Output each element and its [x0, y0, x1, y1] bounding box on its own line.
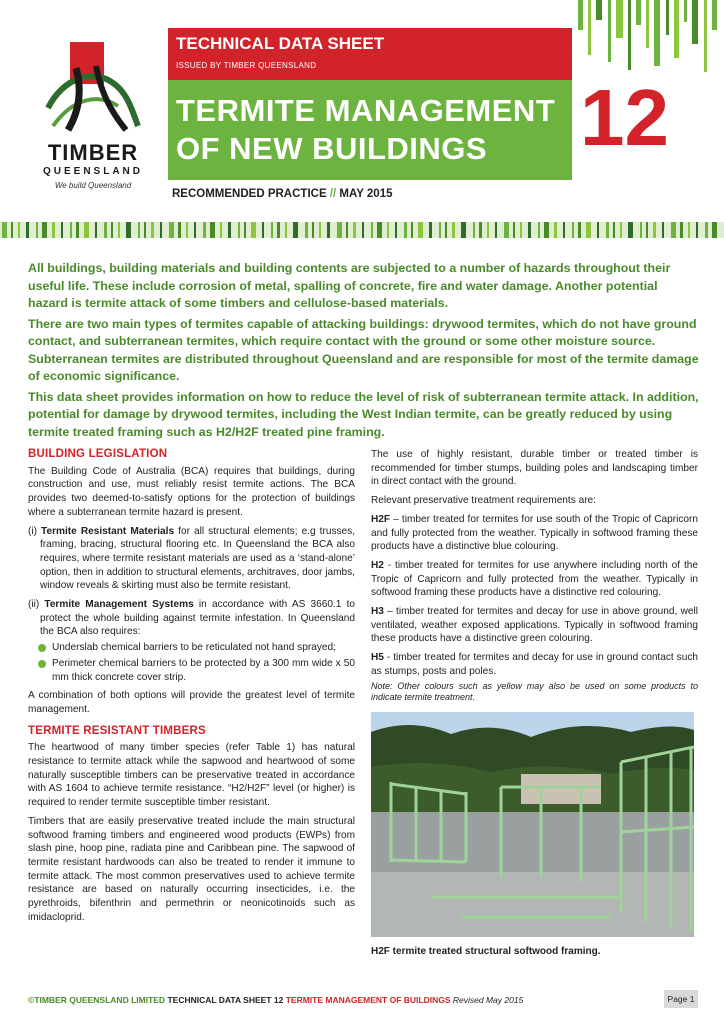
- stripe-bar: [319, 222, 321, 238]
- stripe-bar: [628, 222, 633, 238]
- stripe-bar: [479, 222, 482, 238]
- stripe-bar: [495, 222, 497, 238]
- stripe-bar: [411, 222, 413, 238]
- stripe-bar: [606, 222, 609, 238]
- stripe-bar: [238, 222, 240, 238]
- decorative-bars: [572, 0, 724, 80]
- stripe-bar: [452, 222, 455, 238]
- stripe-bar: [194, 222, 196, 238]
- practice-label: RECOMMENDED PRACTICE: [172, 188, 327, 200]
- option-title: Termite Resistant Materials: [41, 525, 175, 537]
- treatment-code: H3: [371, 606, 384, 618]
- stripe-bar: [61, 222, 63, 238]
- stripe-bar: [578, 222, 581, 238]
- stripe-bar: [362, 222, 364, 238]
- practice-line: [172, 188, 393, 200]
- stripe-bar: [36, 222, 38, 238]
- stripe-bar: [513, 222, 515, 238]
- framing-photo: [371, 712, 694, 937]
- timber-queensland-logo: [28, 38, 158, 190]
- stripe-bar: [144, 222, 146, 238]
- section-heading-termite-resistant-timbers: TERMITE RESISTANT TIMBERS: [28, 724, 206, 737]
- title-line-2: OF NEW BUILDINGS: [176, 131, 488, 166]
- paragraph: The use of highly resistant, durable timber or treated timber is recommended for timber stumps, building poles and landscaping timber in direct contact with the ground.: [371, 449, 698, 488]
- stripe-bar: [653, 222, 656, 238]
- treatment-h2f: [371, 513, 698, 554]
- stripe-bar: [705, 222, 708, 238]
- page-title: [176, 92, 555, 168]
- stripe-bar: [377, 222, 382, 238]
- footer-title: TERMITE MANAGEMENT OF BUILDINGS: [285, 995, 451, 1005]
- sheet-number: 12: [580, 73, 669, 162]
- stripe-bar: [327, 222, 330, 238]
- stripe-bar: [160, 222, 162, 238]
- stripe-bar: [620, 222, 622, 238]
- stripe-bar: [640, 222, 642, 238]
- stripe-bar: [18, 222, 20, 238]
- stripe-bar: [572, 222, 574, 238]
- stripe-bar: [251, 222, 256, 238]
- intro-paragraph: This data sheet provides information on how to reduce the level of risk of subterranean termite attack. In addition, potential for damage by drywood termites, including the West Indian termite, can be greatly reduced by using termite treated framing such as H2/H2F treated pine framing.: [28, 389, 699, 439]
- bullet-dot-icon: [38, 660, 46, 668]
- treatment-text: - timber treated for termites and decay for use in ground contact such as stumps, posts and poles.: [371, 652, 698, 677]
- header-red-band: [168, 28, 572, 80]
- paragraph: The Building Code of Australia (BCA) requires that buildings, during construction and use, must reliably resist termite actions. The BCA provides two deemed-to-satisfy options for the protection of buildings where a subterranean termite hazard is present.: [28, 465, 355, 518]
- stripe-bar: [95, 222, 97, 238]
- stripe-bar: [42, 222, 47, 238]
- treatment-h3: [371, 605, 698, 646]
- stripe-bar: [520, 222, 522, 238]
- stripe-bar: [2, 222, 7, 238]
- stripe-bar: [688, 222, 690, 238]
- treatment-text: – timber treated for termites for use south of the Tropic of Capricorn and fully protected from the weather. Typically in softwood framing these products have a distinctive blue colouring.: [371, 513, 698, 553]
- stripe-bar: [387, 222, 389, 238]
- stripe-bar: [538, 222, 540, 238]
- note: Note: Other colours such as yellow may also be used on some products to indicate termite treatment.: [371, 680, 698, 702]
- stripe-bar: [586, 222, 591, 238]
- stripe-bar: [404, 222, 407, 238]
- intro: [28, 260, 700, 444]
- treatment-text: - timber treated for termites for use anywhere including north of the Tropic of Capricorn and fully protected from the weather. Typically in softwood framing these products have a distinctive red colouring.: [371, 559, 698, 599]
- section-heading-building-legislation: BUILDING LEGISLATION: [28, 448, 168, 460]
- stripe-bar: [104, 222, 107, 238]
- stripe-bar: [487, 222, 489, 238]
- stripe-bar: [544, 222, 549, 238]
- stripe-bar: [111, 222, 113, 238]
- bullet-item: [28, 641, 355, 655]
- stripe-bar: [151, 222, 154, 238]
- stripe-bar: [271, 222, 273, 238]
- paragraph: Timbers that are easily preservative treated include the main structural softwood framing timbers and engineered wood products (EWPs) from slash pine, hoop pine, radiata pine and Caribbean pine. The sapwood of termite resistant hardwoods can also be treated to render it immune to termite attack. The most common preservatives used to achieve termite resistance are based on naturally occurring insecticides, i.e. the pyrethroids, bifenthrin and permethrin or neonicotinoids such as imidacloprid.: [28, 815, 355, 923]
- stripe-bar: [337, 222, 342, 238]
- right-column: [371, 448, 698, 708]
- bullet-text: Perimeter chemical barriers to be protected by a 300 mm wide x 50 mm thick concrete cover strip.: [52, 657, 355, 683]
- stripe-bar: [126, 222, 131, 238]
- stripe-bar: [662, 222, 664, 238]
- stripe-bar: [563, 222, 565, 238]
- footer-revised: Revised May 2015: [452, 995, 524, 1005]
- stripe-bar: [293, 222, 298, 238]
- stripe-bar: [305, 222, 308, 238]
- sheet-label: TECHNICAL DATA SHEET: [176, 34, 385, 53]
- logo-tagline: We build Queensland: [54, 181, 132, 190]
- issuer-label: ISSUED BY TIMBER QUEENSLAND: [176, 61, 317, 70]
- stripe-bar: [220, 222, 222, 238]
- intro-paragraph: All buildings, building materials and building contents are subjected to a number of hazards throughout their useful life. These include corrosion of metal, spalling of concrete, fire and water damage. Another potential hazard is termite attack of some timbers and cellulose-based materials.: [28, 261, 671, 310]
- option-1: [28, 525, 355, 594]
- bullet-item: [28, 657, 355, 684]
- stripe-bar: [312, 222, 314, 238]
- stripe-bar: [461, 222, 466, 238]
- option-2: [28, 598, 355, 639]
- stripe-bar: [528, 222, 531, 238]
- stripe-bar: [52, 222, 55, 238]
- photo-caption: H2F termite treated structural softwood framing.: [371, 946, 601, 957]
- stripe-bar: [418, 222, 423, 238]
- treatment-code: H2: [371, 559, 384, 571]
- option-text: for all structural elements; e.g trusses, framing, bracing, structural flooring etc. In Queensland the BCA also requires, where termite resistant materials are used as a ‘stand-alone’ option, then in addition to structural elements, architraves, door jambs, window reveals & skirting must also be termite resistant.: [40, 525, 355, 592]
- paragraph: Relevant preservative treatment requirements are:: [371, 495, 596, 507]
- stripe-bar: [395, 222, 397, 238]
- stripe-bar: [169, 222, 174, 238]
- page-number: Page 1: [664, 990, 698, 1008]
- paragraph: A combination of both options will provide the greatest level of termite management.: [28, 690, 355, 715]
- stripe-bar: [429, 222, 432, 238]
- stripe-bar: [671, 222, 676, 238]
- stripe-bar: [138, 222, 140, 238]
- stripe-bar: [646, 222, 648, 238]
- intro-paragraph: There are two main types of termites capable of attacking buildings: drywood termites, which do not have ground contact, and subterranean termites, which require contact with the ground or some other moisture source. Subterranean termites are distributed throughout Queensland and are responsible for most of the termite damage of economic significance.: [28, 316, 699, 383]
- stripe-bar: [680, 222, 683, 238]
- stripe-bar: [504, 222, 509, 238]
- treatment-h5: [371, 651, 698, 678]
- stripe-bar: [70, 222, 72, 238]
- footer: [28, 995, 523, 1005]
- stripe-bar: [210, 222, 215, 238]
- option-text: in accordance with AS 3660.1 to protect the whole building against termite infestation. In Queensland the BCA also requires:: [40, 599, 356, 638]
- stripe-bar: [346, 222, 348, 238]
- footer-sheet: TECHNICAL DATA SHEET 12: [167, 995, 284, 1005]
- stripe-bar: [244, 222, 246, 238]
- option-number: (ii): [28, 599, 40, 611]
- decorative-stripe: [0, 220, 724, 240]
- treatment-code: H2F: [371, 513, 391, 525]
- stripe-bar: [118, 222, 120, 238]
- treatment-text: – timber treated for termites and decay for use in above ground, well ventilated, weather exposed applications. Typically in softwood framing these products have a distinctive green colouring.: [371, 606, 698, 645]
- logo-mark-icon: [38, 38, 148, 138]
- stripe-bar: [262, 222, 264, 238]
- stripe-bar: [597, 222, 599, 238]
- stripe-bar: [277, 222, 280, 238]
- stripe-bar: [26, 222, 29, 238]
- stripe-bar: [445, 222, 447, 238]
- stripe-bar: [84, 222, 89, 238]
- header-green-band: [168, 80, 572, 180]
- paragraph: The heartwood of many timber species (refer Table 1) has natural resistance to termite attack while the sapwood and heartwood of some naturally susceptible timbers can be preservative treated in accordance with AS 1604 to achieve termite resistance. “H2/H2F” level (or higher) is required to render termite susceptible timber resistant.: [28, 742, 355, 809]
- title-line-1: TERMITE MANAGEMENT: [176, 93, 556, 128]
- stripe-bar: [285, 222, 287, 238]
- treatment-code: H5: [371, 652, 384, 664]
- stripe-bar: [439, 222, 441, 238]
- stripe-bar: [11, 222, 13, 238]
- stripe-bar: [203, 222, 206, 238]
- bullet-text: Underslab chemical barriers to be reticulated not hand sprayed;: [52, 642, 336, 654]
- logo-sub: QUEENSLAND: [42, 166, 143, 177]
- treatment-h2: [371, 559, 698, 600]
- logo-word: TIMBER: [47, 140, 139, 165]
- stripe-bar: [554, 222, 557, 238]
- bullet-dot-icon: [38, 644, 46, 652]
- stripe-bar: [696, 222, 698, 238]
- option-title: Termite Management Systems: [44, 599, 194, 611]
- stripe-bar: [178, 222, 181, 238]
- stripe-bar: [473, 222, 475, 238]
- practice-date: MAY 2015: [339, 188, 393, 200]
- stripe-bar: [228, 222, 231, 238]
- footer-copyright: ©TIMBER QUEENSLAND LIMITED: [28, 995, 166, 1005]
- stripe-bar: [186, 222, 188, 238]
- stripe-bar: [353, 222, 356, 238]
- left-column: [28, 448, 355, 930]
- practice-separator: //: [329, 188, 337, 200]
- stripe-bar: [712, 222, 717, 238]
- stripe-bar: [371, 222, 373, 238]
- option-number: (i): [28, 525, 37, 537]
- stripe-bar: [76, 222, 79, 238]
- stripe-bar: [613, 222, 615, 238]
